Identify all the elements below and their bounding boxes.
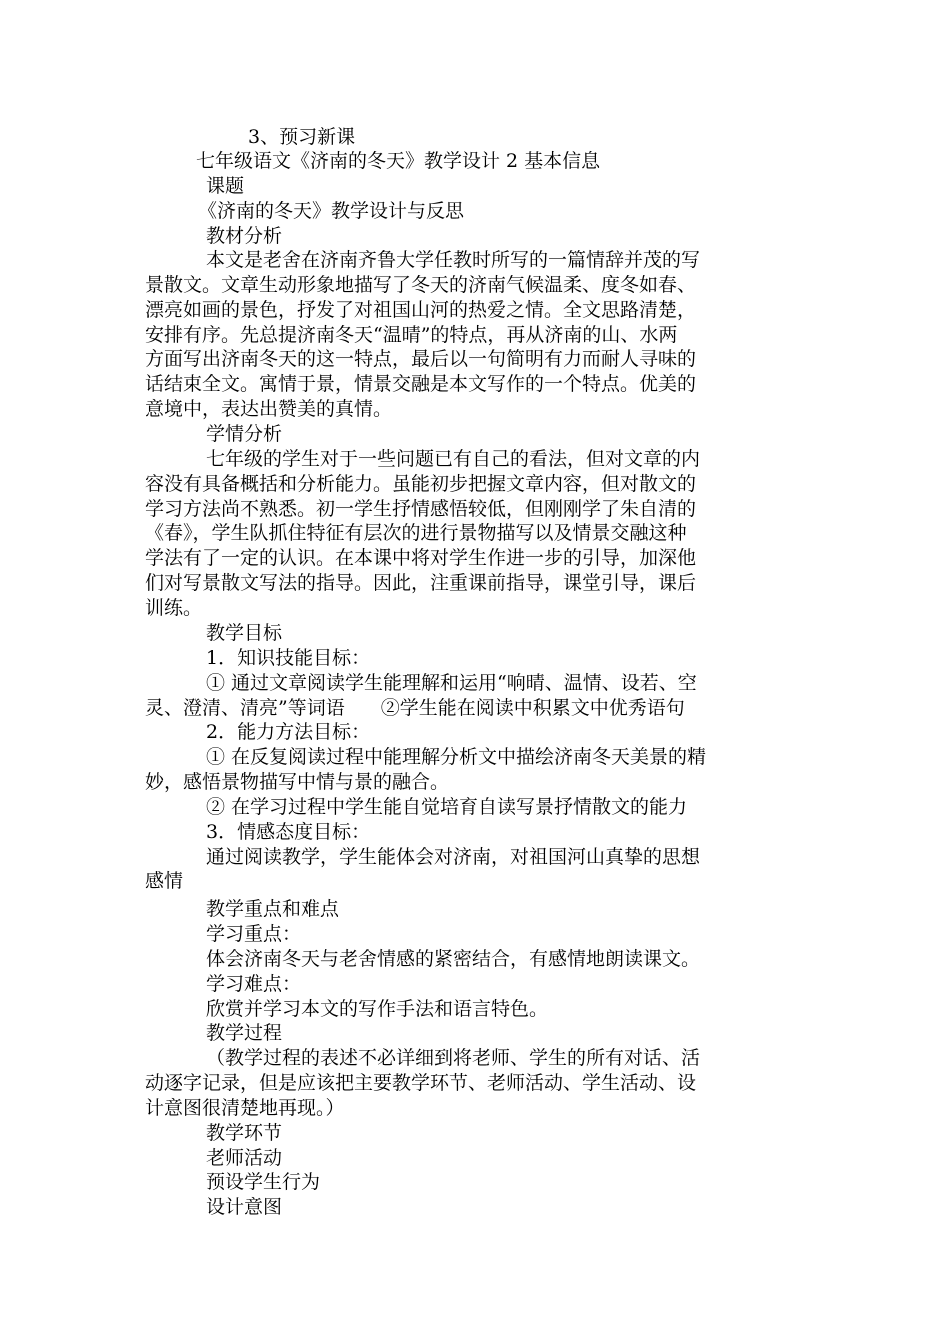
process-note-line: 动逐字记录，但是应该把主要教学环节、老师活动、学生活动、设 [145, 1072, 697, 1094]
difficulty-text: 欣赏并学习本文的写作手法和语言特色。 [206, 998, 549, 1020]
material-paragraph-line: 方面写出济南冬天的这一特点，最后以一句简明有力而耐人寻味的 [145, 348, 697, 370]
key-points-heading: 教学重点和难点 [206, 898, 340, 920]
process-note-line: 计意图很清楚地再现。） [145, 1097, 345, 1119]
course-title: 《济南的冬天》教学设计与反思 [198, 200, 465, 222]
goal2-heading: 2．能力方法目标： [206, 721, 371, 743]
goal2-item-line: ② 在学习过程中学生能自觉培育自读写景抒情散文的能力 [206, 796, 688, 818]
student-paragraph-line: 七年级的学生对于一些问题已有自己的看法，但对文章的内 [206, 448, 701, 470]
goal3-item-line: 感情 [145, 870, 184, 892]
student-paragraph-line: 《春》，学生队抓住特征有层次的进行景物描写以及情景交融这种 [145, 522, 687, 544]
goal1-item-part: 灵、澄清、清亮”等词语 [145, 697, 345, 719]
table-header-stage: 教学环节 [206, 1122, 283, 1144]
goal1-item-line: ① 通过文章阅读学生能理解和运用“响晴、温情、设若、空 [206, 672, 697, 694]
goal3-item-line: 通过阅读教学，学生能体会对济南，对祖国河山真挚的思想 [206, 846, 701, 868]
goal1-heading: 1．知识技能目标： [206, 647, 371, 669]
focus-heading: 学习重点： [206, 923, 302, 945]
student-paragraph-line: 学习方法尚不熟悉。初一学生抒情感悟较低，但刚刚学了朱自清的 [145, 498, 697, 520]
goal2-item-line: ① 在反复阅读过程中能理解分析文中描绘济南冬天美景的精 [206, 746, 707, 768]
goal1-item-part: ②学生能在阅读中积累文中优秀语句 [380, 697, 685, 719]
process-note-line: （教学过程的表述不必详细到将老师、学生的所有对话、活 [206, 1047, 701, 1069]
goal3-heading: 3．情感态度目标： [206, 821, 371, 843]
table-header-intent: 设计意图 [206, 1196, 283, 1218]
focus-text: 体会济南冬天与老舍情感的紧密结合，有感情地朗读课文。 [206, 948, 701, 970]
material-paragraph-line: 漂亮如画的景色，抒发了对祖国山河的热爱之情。全文思路清楚， [145, 299, 697, 321]
material-paragraph-line: 意境中，表达出赞美的真情。 [145, 398, 393, 420]
material-paragraph-line: 话结束全文。寓情于景，情景交融是本文写作的一个特点。优美的 [145, 373, 697, 395]
student-paragraph-line: 们对写景散文写法的指导。因此，注重课前指导，课堂引导，课后 [145, 572, 697, 594]
document-title: 七年级语文《济南的冬天》教学设计 2 基本信息 [196, 150, 601, 172]
student-paragraph-line: 训练。 [145, 597, 203, 619]
goal2-item-line: 妙，感悟景物描写中情与景的融合。 [145, 771, 450, 793]
goals-heading: 教学目标 [206, 622, 283, 644]
table-header-student: 预设学生行为 [206, 1171, 321, 1193]
material-heading: 教材分析 [206, 225, 283, 247]
difficulty-heading: 学习难点： [206, 973, 302, 995]
preview-heading: 3、预习新课 [248, 126, 356, 148]
material-paragraph-line: 景散文。文章生动形象地描写了冬天的济南气候温柔、度冬如春、 [145, 274, 697, 296]
table-header-teacher: 老师活动 [206, 1147, 283, 1169]
process-heading: 教学过程 [206, 1022, 283, 1044]
student-heading: 学情分析 [206, 423, 283, 445]
material-paragraph-line: 本文是老舍在济南齐鲁大学任教时所写的一篇情辞并茂的写 [206, 249, 701, 271]
student-paragraph-line: 学法有了一定的认识。在本课中将对学生作进一步的引导，加深他 [145, 547, 697, 569]
goal1-item-line [145, 696, 685, 721]
course-label: 课题 [206, 175, 245, 197]
material-paragraph-line: 安排有序。先总提济南冬天“温晴”的特点，再从济南的山、水两 [145, 324, 678, 346]
student-paragraph-line: 容没有具备概括和分析能力。虽能初步把握文章内容，但对散文的 [145, 473, 697, 495]
